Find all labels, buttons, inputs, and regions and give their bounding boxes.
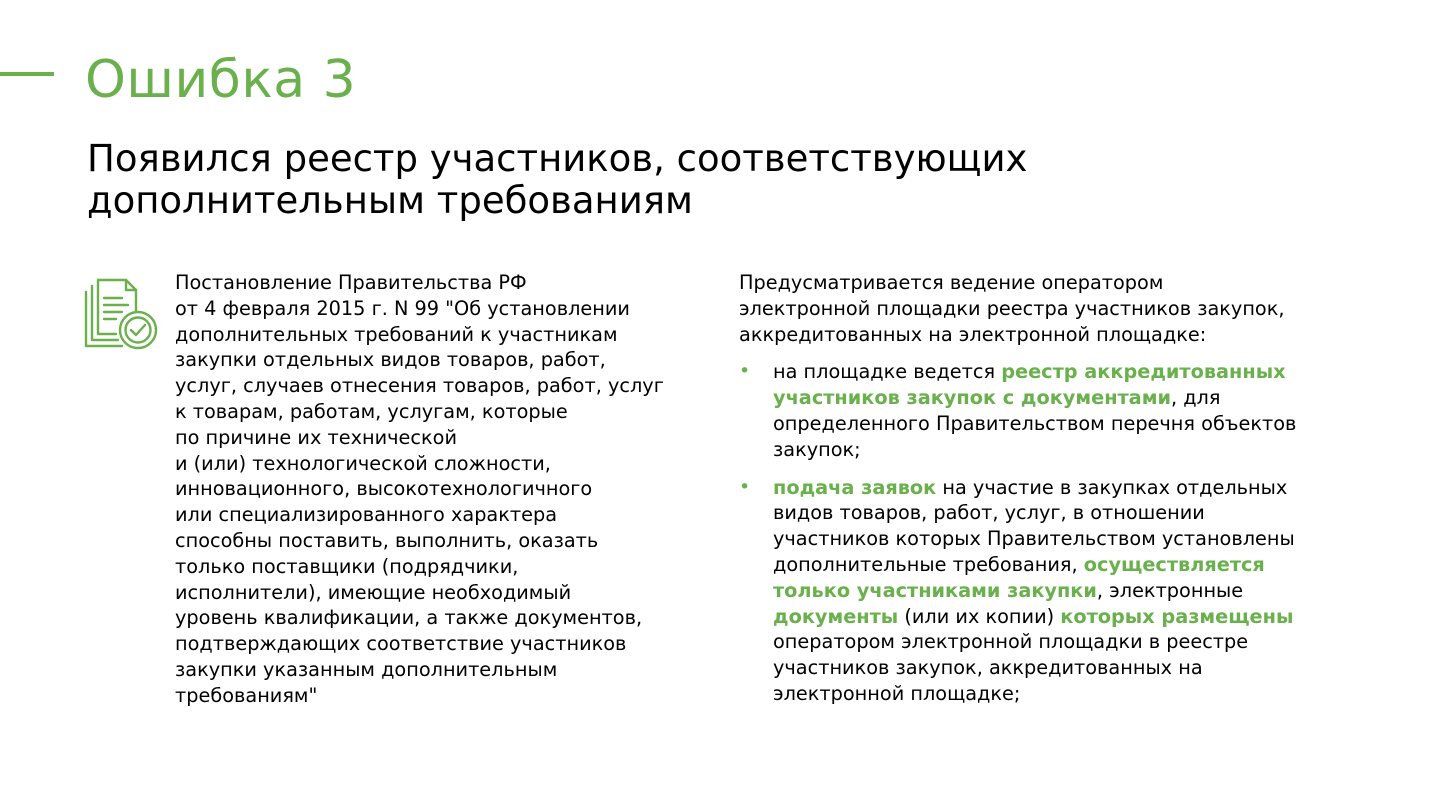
intro-line: Предусматривается ведение оператором (739, 271, 1164, 294)
highlight-text: документы (773, 604, 899, 628)
highlight-text: участников закупок с документами (773, 386, 1171, 410)
regulation-line: закупки отдельных видов товаров, работ, (175, 348, 606, 372)
regulation-line: по причине их технической (175, 425, 457, 449)
text-fragment: дополнительные требования, (773, 552, 1084, 576)
bullet-line (773, 552, 1379, 578)
subtitle-line: Появился реестр участников, соответствующих (87, 137, 1028, 180)
regulation-line: дополнительных требований к участникам (175, 322, 618, 346)
regulation-line: от 4 февраля 2015 г. N 99 "Об установлении (175, 296, 630, 320)
bullet-list (739, 359, 1379, 706)
bullet-marker: • (739, 360, 751, 383)
text-fragment: (или их копии) (898, 604, 1061, 628)
regulation-line: уровень квалификации, а также документов, (175, 606, 643, 630)
regulation-line: или специализированного характера (175, 503, 558, 527)
regulation-line: только поставщики (подрядчики, (175, 554, 519, 578)
intro-paragraph (739, 270, 1379, 347)
bullet-line (773, 604, 1379, 630)
subtitle-line: дополнительным требованиям (87, 179, 693, 222)
regulation-line: требованиям" (175, 683, 318, 707)
intro-line: аккредитованных на электронной площадке: (739, 322, 1207, 346)
bullet-line: определенного Правительством перечня объектов (773, 411, 1297, 435)
bullet-item (739, 475, 1379, 707)
text-fragment: на участие в закупках отдельных (936, 475, 1288, 499)
bullet-line: закупок; (773, 437, 861, 461)
text-fragment: , для (1170, 386, 1221, 410)
regulation-line: способны поставить, выполнить, оказать (175, 528, 599, 552)
regulation-line: Постановление Правительства РФ (175, 271, 527, 294)
highlight-text: только участниками закупки (773, 578, 1097, 602)
highlight-text: осуществляется (1083, 552, 1265, 576)
highlight-text: которых размещены (1060, 604, 1294, 628)
bullet-line: электронной площадке; (773, 681, 1021, 705)
text-fragment: на площадке ведется (773, 360, 1002, 384)
bullet-line: участников которых Правительством установлены (773, 527, 1295, 551)
regulation-line: услуг, случаев отнесения товаров, работ, услуг (175, 374, 664, 398)
bullet-line: видов товаров, работ, услуг, в отношении (773, 501, 1205, 525)
intro-line: электронной площадки реестра участников закупок, (739, 296, 1285, 320)
regulation-line: закупки указанным дополнительным (175, 657, 558, 681)
registry-description (739, 270, 1379, 707)
text-fragment: , электронные (1096, 578, 1244, 602)
document-check-icon (84, 278, 158, 352)
bullet-line: оператором электронной площадки в реестре (773, 630, 1249, 654)
bullet-line (773, 385, 1379, 411)
bullet-line (773, 475, 1379, 501)
slide-subtitle (87, 138, 1187, 222)
bullet-line (773, 359, 1379, 385)
bullet-line: участников закупок, аккредитованных на (773, 656, 1203, 680)
bullet-item (739, 359, 1379, 462)
bullet-line (773, 578, 1379, 604)
slide-title: Ошибка 3 (85, 50, 357, 110)
regulation-line: исполнители), имеющие необходимый (175, 580, 572, 604)
regulation-line: инновационного, высокотехнологичного (175, 477, 593, 501)
highlight-text: реестр аккредитованных (1001, 360, 1286, 384)
highlight-text: подача заявок (773, 475, 937, 499)
regulation-line: и (или) технологической сложности, (175, 451, 551, 475)
regulation-text (175, 270, 705, 709)
regulation-line: подтверждающих соответствие участников (175, 632, 627, 656)
regulation-line: к товарам, работам, услугам, которые (175, 399, 568, 423)
bullet-marker: • (739, 475, 751, 498)
title-accent-line (0, 72, 54, 76)
